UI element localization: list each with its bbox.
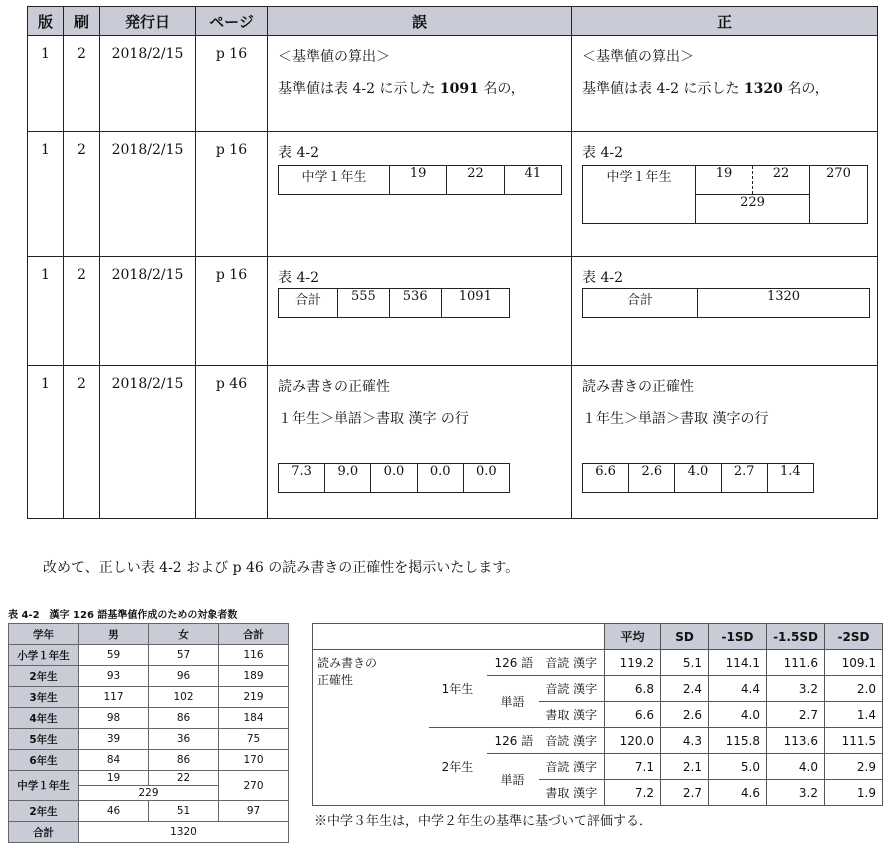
date-cell: 2018/2/15: [100, 36, 196, 132]
mini-value: 6.6: [583, 463, 629, 492]
header-wrong: 誤: [268, 7, 572, 36]
task-label: 書取 漢字: [539, 780, 605, 806]
mini-value: 19: [390, 166, 447, 195]
wrong-mini-table: [278, 165, 562, 195]
mini-value: 9.0: [325, 463, 371, 492]
table-row: 229: [9, 786, 289, 801]
printing-cell: 2: [64, 257, 100, 365]
mini-value: 555: [338, 289, 390, 318]
task-label: 音読 漢字: [539, 676, 605, 702]
wrong-text: 基準値は表 4-2 に示した 1091 名の，: [278, 81, 525, 98]
page-cell: p 16: [196, 257, 268, 365]
mini-value: 22: [753, 166, 810, 195]
right-mini-table: [582, 288, 870, 318]
right-cell: [572, 36, 878, 132]
mini-value: 0.0: [417, 463, 463, 492]
mini-value: 1.4: [767, 463, 813, 492]
mini-value: 41: [504, 166, 561, 195]
header-right: 正: [572, 7, 878, 36]
accuracy-table: [312, 623, 883, 806]
mini-sum: 229: [696, 195, 810, 224]
table-row: 書取 漢字 7.2 2.7 4.6 3.2 1.9: [313, 780, 883, 806]
w126-label: 126 語: [494, 656, 534, 670]
mini-value: 4.0: [675, 463, 721, 492]
table-row: 5年生 39 36 75: [9, 729, 289, 750]
wrong-caption: 表 4-2: [278, 145, 319, 162]
table-row: 小学１年生 59 57 116: [9, 645, 289, 666]
wrong-cell: [268, 365, 572, 518]
header-sd: SD: [661, 624, 709, 650]
header-edition: 版: [28, 7, 64, 36]
edition-cell: 1: [28, 365, 64, 518]
right-cell: [572, 132, 878, 257]
errata-row: [28, 36, 878, 132]
task-label: 書取 漢字: [539, 702, 605, 728]
printing-cell: 2: [64, 36, 100, 132]
word-count-label: [487, 650, 605, 676]
date-cell: 2018/2/15: [100, 132, 196, 257]
header-female: 女: [149, 624, 219, 645]
right-text: 基準値は表 4-2 に示した 1320 名の，: [582, 81, 829, 98]
table-row: 読み書きの 正確性 1年生 126 語 音読 漢字 119.2 5.1 114.1 111.6 109.1: [313, 650, 883, 676]
word-label: 単語: [487, 754, 539, 806]
edition-cell: 1: [28, 257, 64, 365]
wrong-mini-table: [278, 463, 510, 493]
accuracy-note: ※中学３年生は，中学２年生の基準に基づいて評価する．: [314, 814, 653, 829]
word-count-label: [487, 728, 605, 754]
table-row: 中学１年生 19 22 270: [9, 771, 289, 786]
header-male: 男: [79, 624, 149, 645]
printing-cell: 2: [64, 132, 100, 257]
table-row: 合計 1320: [9, 822, 289, 843]
header-page: ページ: [196, 7, 268, 36]
intro-text: 改めて、正しい表 4-2 および p 46 の読み書きの正確性を掲示いたします。: [43, 560, 520, 576]
edition-cell: 1: [28, 132, 64, 257]
table-row: 書取 漢字 6.6 2.6 4.0 2.7 1.4: [313, 702, 883, 728]
right-heading: ＜基準値の算出＞: [582, 49, 694, 66]
wrong-cell: [268, 132, 572, 257]
mini-value: 22: [447, 166, 504, 195]
header-printing: 刷: [64, 7, 100, 36]
table42-caption: 表 4-2 漢字 126 語基準値作成のための対象者数: [8, 610, 238, 621]
mini-value: 0.0: [371, 463, 417, 492]
header-minus1sd: -1SD: [709, 624, 767, 650]
right-text: １年生＞単語＞書取 漢字の行: [582, 410, 769, 427]
wrong-count: 1091: [439, 81, 479, 98]
task-label: 音読 漢字: [545, 656, 598, 670]
date-cell: 2018/2/15: [100, 365, 196, 518]
errata-row: [28, 365, 878, 518]
table-row: 2年生 126 語 音読 漢字 120.0 4.3 115.8 113.6 111.5: [313, 728, 883, 754]
w126-label: 126 語: [494, 734, 534, 748]
mini-value: 1091: [441, 289, 509, 318]
errata-table: [27, 6, 878, 519]
mini-label: 中学１年生: [279, 166, 390, 195]
wrong-mini-table: [278, 288, 510, 318]
table-row: 単語 音読 漢字 7.1 2.1 5.0 4.0 2.9: [313, 754, 883, 780]
errata-row: [28, 257, 878, 365]
mini-value: 7.3: [279, 463, 325, 492]
mini-label: 中学１年生: [583, 166, 696, 224]
mini-value: 0.0: [463, 463, 509, 492]
header-date: 発行日: [100, 7, 196, 36]
wrong-heading: ＜基準値の算出＞: [278, 49, 390, 66]
right-count: 1320: [743, 81, 783, 98]
errata-row: [28, 132, 878, 257]
task-label: 音読 漢字: [539, 754, 605, 780]
wrong-heading: 読み書きの正確性: [278, 378, 390, 395]
header-minus2sd: -2SD: [825, 624, 883, 650]
task-label: 音読 漢字: [545, 734, 598, 748]
right-mini-table: [582, 165, 868, 224]
right-caption: 表 4-2: [582, 145, 623, 162]
mini-label: 合計: [279, 289, 338, 318]
mini-value: 19: [696, 166, 753, 195]
mini-value: 2.6: [629, 463, 675, 492]
mini-label: 合計: [583, 289, 698, 318]
wrong-caption: 表 4-2: [278, 270, 319, 287]
table-row: 2年生 93 96 189: [9, 666, 289, 687]
table42: [8, 623, 289, 843]
right-cell: [572, 257, 878, 365]
mini-value: 2.7: [721, 463, 767, 492]
grade-label: 1年生: [429, 650, 487, 728]
header-total: 合計: [219, 624, 289, 645]
date-cell: 2018/2/15: [100, 257, 196, 365]
mini-total: 270: [810, 166, 868, 224]
table-row: 6年生 84 86 170: [9, 750, 289, 771]
mini-value: 536: [389, 289, 441, 318]
wrong-text: １年生＞単語＞書取 漢字 の行: [278, 410, 469, 427]
page-cell: p 46: [196, 365, 268, 518]
header-minus15sd: -1.5SD: [767, 624, 825, 650]
mini-value: 1320: [698, 289, 870, 318]
word-label: 単語: [487, 676, 539, 728]
right-cell: [572, 365, 878, 518]
wrong-cell: [268, 257, 572, 365]
header-mean: 平均: [605, 624, 661, 650]
grade-label: 2年生: [429, 728, 487, 806]
table-row: 3年生 117 102 219: [9, 687, 289, 708]
right-mini-table: [582, 463, 814, 493]
accuracy-label: 読み書きの 正確性: [313, 650, 429, 806]
printing-cell: 2: [64, 365, 100, 518]
table-row: 2年生 46 51 97: [9, 801, 289, 822]
right-heading: 読み書きの正確性: [582, 378, 694, 395]
right-caption: 表 4-2: [582, 270, 623, 287]
table-row: 4年生 98 86 184: [9, 708, 289, 729]
edition-cell: 1: [28, 36, 64, 132]
page-cell: p 16: [196, 132, 268, 257]
table-row: 単語 音読 漢字 6.8 2.4 4.4 3.2 2.0: [313, 676, 883, 702]
page-cell: p 16: [196, 36, 268, 132]
wrong-cell: [268, 36, 572, 132]
header-grade: 学年: [9, 624, 79, 645]
